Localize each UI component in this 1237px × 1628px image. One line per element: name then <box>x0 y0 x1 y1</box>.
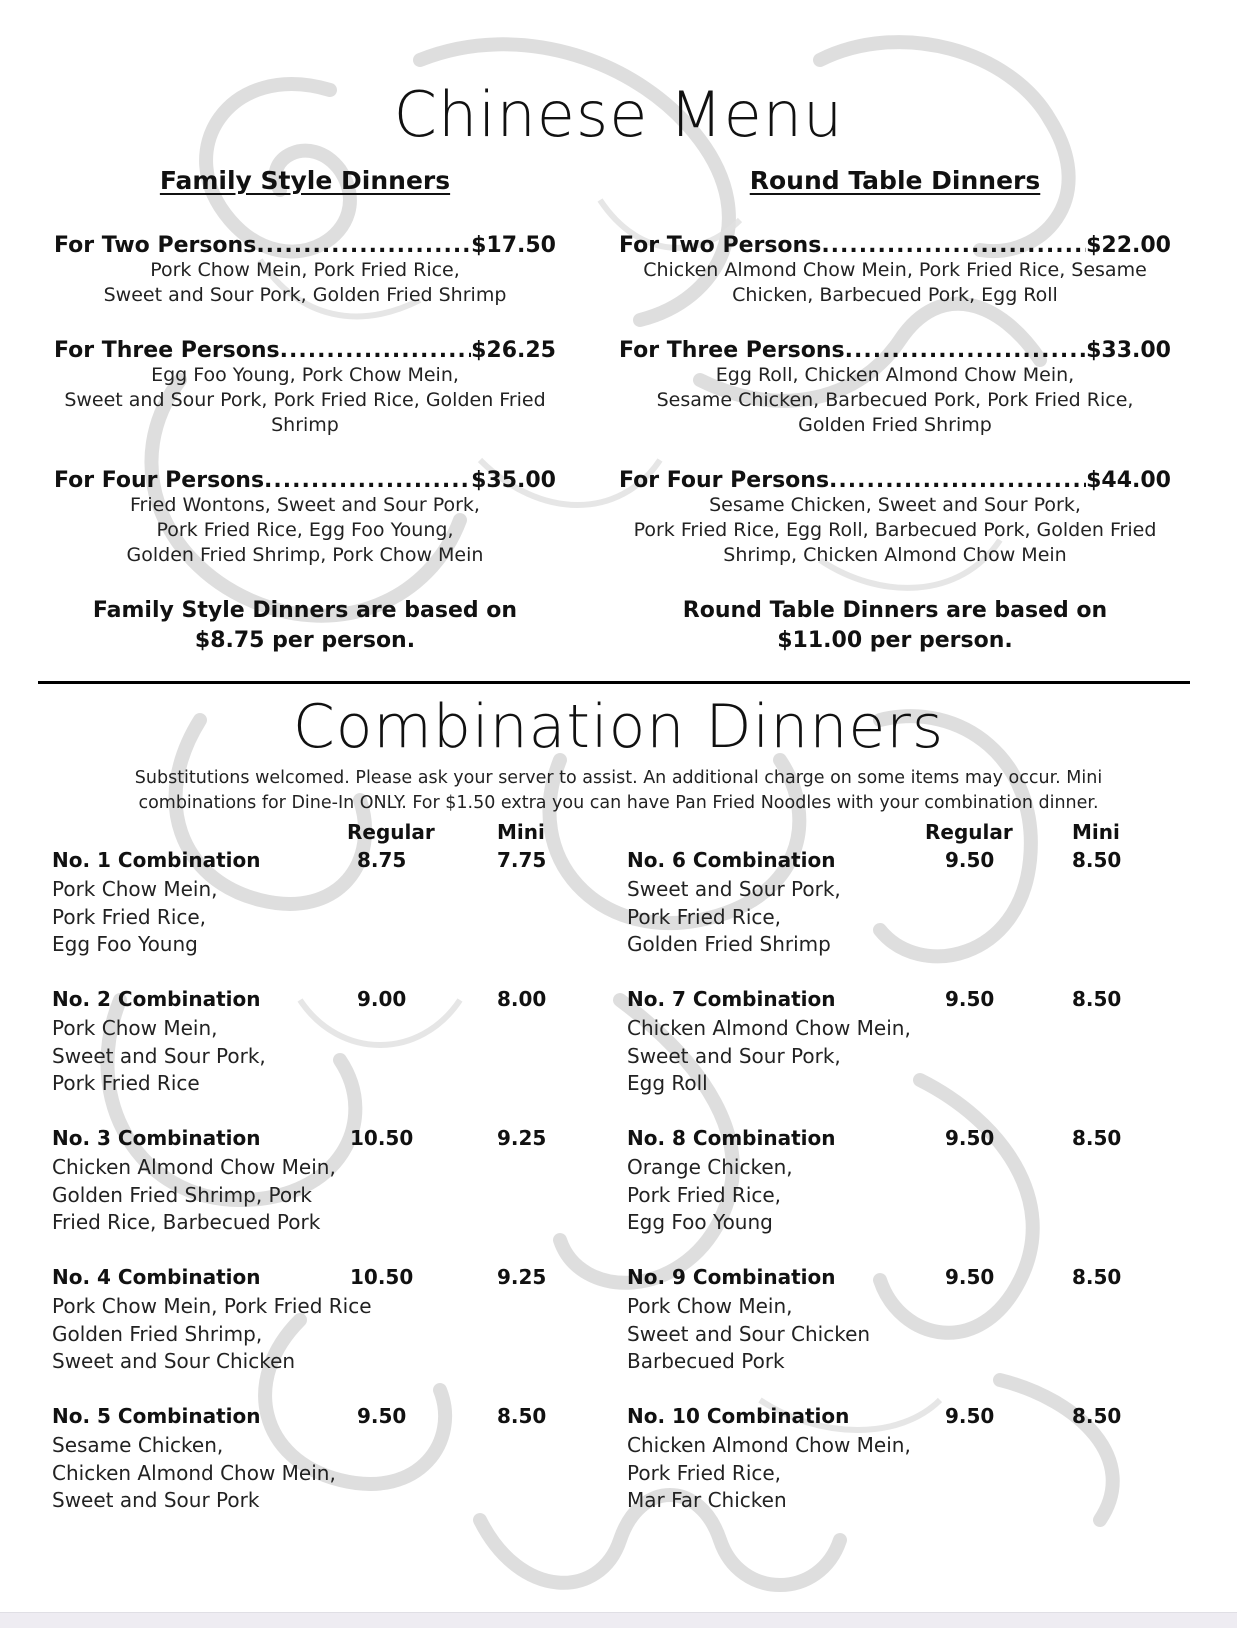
mini-price: 9.25 <box>497 1265 547 1289</box>
combination-item <box>52 848 552 987</box>
regular-price: 8.75 <box>357 848 407 872</box>
combination-name: No. 2 Combination <box>52 987 261 1011</box>
family-style-note: Family Style Dinners are based on $8.75 per person. <box>92 598 518 653</box>
dinner-price: $22.00 <box>1086 233 1171 258</box>
mini-price: 8.50 <box>1072 1265 1122 1289</box>
round-table-section <box>605 0 1185 660</box>
regular-column-header: Regular <box>347 820 435 844</box>
combination-items: Pork Chow Mein, Sweet and Sour Pork, Pork Fried Rice <box>52 1016 266 1095</box>
combination-name: No. 10 Combination <box>627 1404 850 1428</box>
regular-price: 9.50 <box>945 987 995 1011</box>
mini-price: 8.50 <box>1072 987 1122 1011</box>
family-style-section <box>40 0 570 660</box>
dinner-price: $44.00 <box>1086 468 1171 493</box>
regular-price: 9.50 <box>945 1126 995 1150</box>
regular-price: 10.50 <box>350 1126 414 1150</box>
dinner-price: $26.25 <box>471 338 556 363</box>
mini-price: 8.00 <box>497 987 547 1011</box>
dinner-description: Sesame Chicken, Sweet and Sour Pork, Pork Fried Rice, Egg Roll, Barbecued Pork, Golden Fried Shrimp, Chicken Almond Chow Mein <box>633 494 1157 566</box>
combination-name: No. 1 Combination <box>52 848 261 872</box>
regular-column-header: Regular <box>925 820 1013 844</box>
combination-items: Sesame Chicken, Chicken Almond Chow Mein, Sweet and Sour Pork <box>52 1433 336 1512</box>
combination-item <box>627 1126 1127 1265</box>
mini-price: 8.50 <box>1072 1404 1122 1428</box>
dinner-description: Pork Chow Mein, Pork Fried Rice, Sweet and Sour Pork, Golden Fried Shrimp <box>103 259 507 306</box>
regular-price: 10.50 <box>350 1265 414 1289</box>
dinner-description: Egg Roll, Chicken Almond Chow Mein, Sesame Chicken, Barbecued Pork, Pork Fried Rice, Golden Fried Shrimp <box>656 364 1134 436</box>
combination-note: Substitutions welcomed. Please ask your server to assist. An additional charge on some items may occur. Mini combinations for Dine-In ONLY. For $1.50 extra you can have Pan Fried Noodles with your combination dinner. <box>134 768 1103 813</box>
dinner-line <box>40 338 570 363</box>
dinner-price: $17.50 <box>471 233 556 258</box>
family-dinner-four <box>40 468 570 568</box>
mini-column-header: Mini <box>1072 820 1120 844</box>
combination-item <box>52 987 552 1126</box>
combination-items: Pork Chow Mein, Pork Fried Rice, Egg Foo Young <box>52 877 218 956</box>
dinner-line <box>40 468 570 493</box>
regular-price: 9.50 <box>945 848 995 872</box>
dinner-line <box>605 338 1185 363</box>
dinner-label: For Four Persons <box>619 468 830 493</box>
combination-items: Sweet and Sour Pork, Pork Fried Rice, Golden Fried Shrimp <box>627 877 841 956</box>
round-dinner-two <box>605 233 1185 308</box>
combination-item <box>627 1265 1127 1404</box>
dinner-description: Chicken Almond Chow Mein, Pork Fried Rice, Sesame Chicken, Barbecued Pork, Egg Roll <box>643 259 1147 306</box>
dinner-label: For Three Persons <box>54 338 280 363</box>
combination-column-headers <box>627 820 1127 848</box>
mini-price: 9.25 <box>497 1126 547 1150</box>
combination-name: No. 3 Combination <box>52 1126 261 1150</box>
page-title: Chinese Menu <box>393 78 844 151</box>
dinner-line <box>605 468 1185 493</box>
combination-name: No. 7 Combination <box>627 987 836 1011</box>
combination-item <box>52 1404 552 1543</box>
combination-items: Pork Chow Mein, Sweet and Sour Chicken Barbecued Pork <box>627 1294 871 1373</box>
combination-column-left <box>52 820 552 1543</box>
dinner-label: For Two Persons <box>619 233 822 258</box>
regular-price: 9.50 <box>945 1404 995 1428</box>
combination-item <box>52 1126 552 1265</box>
section-divider <box>38 681 1190 684</box>
regular-price: 9.50 <box>357 1404 407 1428</box>
combination-items: Chicken Almond Chow Mein, Sweet and Sour Pork, Egg Roll <box>627 1016 911 1095</box>
regular-price: 9.50 <box>945 1265 995 1289</box>
mini-price: 8.50 <box>1072 1126 1122 1150</box>
round-dinner-three <box>605 338 1185 438</box>
round-table-note: Round Table Dinners are based on $11.00 per person. <box>682 598 1108 653</box>
dinner-label: For Three Persons <box>619 338 845 363</box>
regular-price: 9.00 <box>357 987 407 1011</box>
combination-items: Orange Chicken, Pork Fried Rice, Egg Foo Young <box>627 1155 793 1234</box>
combination-column-headers <box>52 820 552 848</box>
dinner-label: For Four Persons <box>54 468 265 493</box>
combination-name: No. 5 Combination <box>52 1404 261 1428</box>
combination-items: Chicken Almond Chow Mein, Pork Fried Rice, Mar Far Chicken <box>627 1433 911 1512</box>
family-dinner-three <box>40 338 570 438</box>
dinner-description: Fried Wontons, Sweet and Sour Pork, Pork Fried Rice, Egg Foo Young, Golden Fried Shrimp, Pork Chow Mein <box>126 494 484 566</box>
family-dinner-two <box>40 233 570 308</box>
combination-name: No. 6 Combination <box>627 848 836 872</box>
dinner-price: $35.00 <box>471 468 556 493</box>
combination-name: No. 4 Combination <box>52 1265 261 1289</box>
combination-item <box>627 848 1127 987</box>
combination-title: Combination Dinners <box>292 692 945 762</box>
combination-name: No. 8 Combination <box>627 1126 836 1150</box>
combination-item <box>627 987 1127 1126</box>
combination-name: No. 9 Combination <box>627 1265 836 1289</box>
combination-items: Pork Chow Mein, Pork Fried Rice Golden Fried Shrimp, Sweet and Sour Chicken <box>52 1294 372 1373</box>
round-dinner-four <box>605 468 1185 568</box>
combination-item <box>52 1265 552 1404</box>
dinner-description: Egg Foo Young, Pork Chow Mein, Sweet and Sour Pork, Pork Fried Rice, Golden Fried Shrimp <box>64 364 546 436</box>
combination-column-right <box>627 820 1127 1543</box>
dinner-line <box>40 233 570 258</box>
dinner-label: For Two Persons <box>54 233 257 258</box>
mini-column-header: Mini <box>497 820 545 844</box>
mini-price: 8.50 <box>497 1404 547 1428</box>
round-table-heading: Round Table Dinners <box>749 166 1041 195</box>
family-style-heading: Family Style Dinners <box>159 166 451 195</box>
dinner-line <box>605 233 1185 258</box>
mini-price: 7.75 <box>497 848 547 872</box>
mini-price: 8.50 <box>1072 848 1122 872</box>
combination-item <box>627 1404 1127 1543</box>
dinner-price: $33.00 <box>1086 338 1171 363</box>
viewer-bottom-bar <box>0 1612 1237 1628</box>
combination-items: Chicken Almond Chow Mein, Golden Fried Shrimp, Pork Fried Rice, Barbecued Pork <box>52 1155 336 1234</box>
